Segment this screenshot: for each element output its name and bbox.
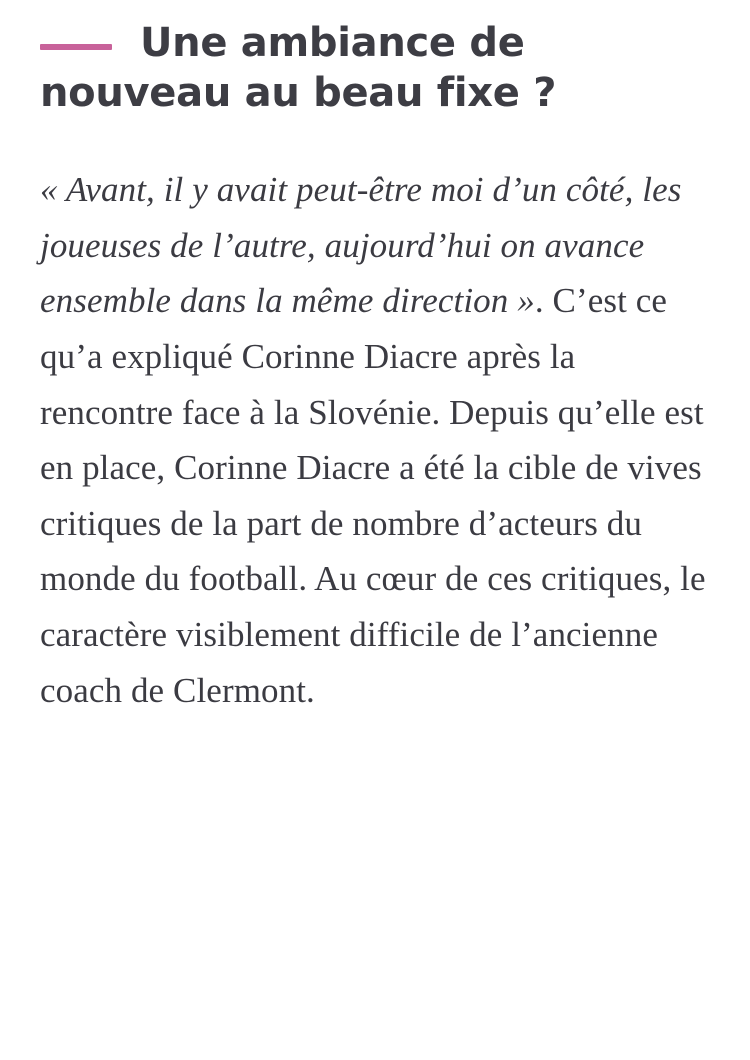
pull-quote-text: « Avant, il y avait peut-être moi d’un côté, les joueuses de l’autre, aujourd’hui on avance ensemble dans la même direction » — [40, 170, 682, 321]
heading-accent-rule — [40, 44, 112, 50]
article-paragraph — [40, 118, 710, 718]
section-heading-block — [40, 0, 710, 118]
page-title: Une ambiance de nouveau au beau fixe ? — [40, 20, 557, 116]
paragraph-rest-text: . C’est ce qu’a expliqué Corinne Diacre après la rencontre face à la Slovénie. Depuis qu’elle est en place, Corinne Diacre a été la cible de vives critiques de la part de nombre d’acteurs du monde du football. Au cœur de ces critiques, le caractère visiblement difficile de l’ancienne coach de Clermont. — [40, 281, 706, 710]
